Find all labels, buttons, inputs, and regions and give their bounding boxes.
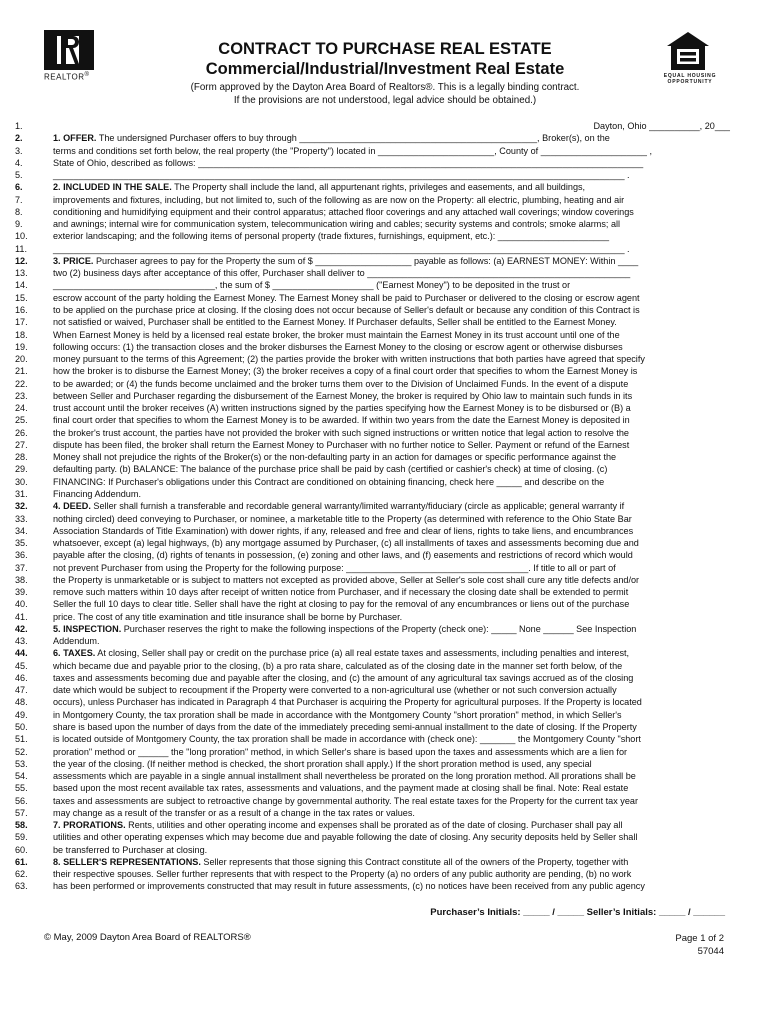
line-content: exterior landscaping; and the following items of personal property (trade fixtures, furnishings, equipment, etc.): ______________________ xyxy=(53,231,610,242)
line-number: 21. xyxy=(15,366,28,377)
line-number: 44. xyxy=(15,648,28,659)
line-content: State of Ohio, described as follows: ________________________________________________________________________________________ xyxy=(53,157,644,168)
contract-line xyxy=(15,856,730,868)
line-content: how the broker is to disburse the Earnest Money; (3) the broker receives a copy of a final court order that specifies to whom the Earnest Money is xyxy=(53,366,638,377)
line-text xyxy=(53,488,141,500)
line-number: 4. xyxy=(15,157,23,168)
contract-line xyxy=(15,329,730,341)
contract-line xyxy=(15,427,730,439)
line-text xyxy=(53,562,616,574)
contract-line xyxy=(15,279,730,291)
line-text xyxy=(53,880,645,892)
line-number: 12. xyxy=(15,255,28,266)
line-content: to be applied on the purchase price at closing. If the closing does not occur because of Seller's default or because any condition of this Contract is xyxy=(53,304,640,315)
contract-line xyxy=(15,500,730,512)
line-text xyxy=(53,709,622,721)
line-text xyxy=(53,132,610,144)
approval-note: (Form approved by the Dayton Area Board of Realtors®. This is a legally binding contract. xyxy=(190,82,580,93)
line-text xyxy=(53,218,620,230)
line-number: 37. xyxy=(15,562,28,573)
line-content: Purchaser reserves the right to make the following inspections of the Property (check one): _____ None ______ See Inspection xyxy=(121,623,637,634)
contract-line xyxy=(15,476,730,488)
line-number: 33. xyxy=(15,513,28,524)
line-content: based upon the most recent available tax rates, assessments and valuations, and the payment made at closing shall be final. Note: Real estate xyxy=(53,783,629,794)
line-content: taxes and assessments becoming due and payable after the closing, and (c) the amount of any agricultural tax savings accrued as of the closing xyxy=(53,672,634,683)
line-number: 47. xyxy=(15,685,28,696)
line-text xyxy=(53,267,630,279)
line-number: 27. xyxy=(15,439,28,450)
line-number: 56. xyxy=(15,795,28,806)
line-content: which became due and payable prior to the closing, (b) a pro rata share, calculated as of the closing date in the manner set forth below, of the xyxy=(53,660,623,671)
section-heading: 6. TAXES. xyxy=(53,648,96,659)
line-content: be transferred to Purchaser at closing. xyxy=(53,844,208,855)
line-text xyxy=(53,770,636,782)
line-content: their respective spouses. Seller further represents that with respect to the Property (a) no orders of any public authority are pending, (b) no work xyxy=(53,869,632,880)
contract-line xyxy=(15,574,730,586)
line-content: _________________________________________________________________________________________________________________ . xyxy=(53,243,630,254)
line-number: 59. xyxy=(15,832,28,843)
section-heading: 1. OFFER. xyxy=(53,133,97,144)
line-text xyxy=(53,279,570,291)
line-text xyxy=(53,451,616,463)
contract-line xyxy=(15,733,730,745)
line-text xyxy=(53,831,637,843)
line-number: 9. xyxy=(15,219,23,230)
contract-line xyxy=(15,721,730,733)
page-number: Page 1 of 2 xyxy=(675,933,724,944)
line-number: 54. xyxy=(15,771,28,782)
line-number: 11. xyxy=(15,243,27,254)
line-content: dispute has been filed, the broker shall return the Earnest Money to Purchaser with no further notice to Seller. Payment or refund of the Earnest xyxy=(53,439,630,450)
line-number: 61. xyxy=(15,856,28,867)
line-number: 5. xyxy=(15,170,23,181)
line-number: 35. xyxy=(15,538,28,549)
line-text xyxy=(53,598,629,610)
line-number: 53. xyxy=(15,758,28,769)
line-content: terms and conditions set forth below, the real property (the "Property") located in _______________________, County of _____________________ , xyxy=(53,145,652,156)
line-content: Money shall not prejudice the rights of the Broker(s) or the non-defaulting party in an action for damages or specific performance against the xyxy=(53,452,617,463)
contract-line xyxy=(15,562,730,574)
contract-line xyxy=(15,819,730,831)
line-number: 55. xyxy=(15,783,28,794)
line-text xyxy=(53,476,604,488)
line-content: and awnings; internal wire for communication system, telecommunication wiring and cables; security systems and controls; smoke alarms; all xyxy=(53,219,621,230)
line-content: conditioning and humidifying equipment and their control apparatus; attached floor coverings and any attached wall coverings; window coverings xyxy=(53,206,634,217)
line-content: final court order that specifies to whom the Earnest Money is to be awarded. If within two years from the date the Earnest Money is deposited in xyxy=(53,415,630,426)
contract-line xyxy=(15,292,730,304)
contract-line xyxy=(15,181,730,193)
line-number: 18. xyxy=(15,329,28,340)
contract-line xyxy=(15,451,730,463)
line-text xyxy=(53,856,628,868)
contract-line xyxy=(15,660,730,672)
line-text xyxy=(53,255,638,267)
contract-line xyxy=(15,684,730,696)
line-number: 46. xyxy=(15,672,28,683)
line-number: 58. xyxy=(15,820,28,831)
line-number: 26. xyxy=(15,427,28,438)
line-content: has been performed or improvements constructed that may result in future assessments, (c) no notices have been received from any public agency xyxy=(53,881,645,892)
line-number: 45. xyxy=(15,660,28,671)
line-content: whatsoever, except (a) legal highways, (b) any mortgage assumed by Purchaser, (c) all installments of taxes and assessments becoming due and xyxy=(53,538,639,549)
line-content: defaulting party. (b) BALANCE: The balance of the purchase price shall be paid by cash (certified or cashier's check) at time of closing. (c) xyxy=(53,464,608,475)
line-content: payable after the closing, (d) rights of tenants in possession, (e) zoning and other laws, and (f) easements and restrictions of record which would xyxy=(53,550,633,561)
line-content: remove such matters within 10 days after receipt of written notice from Purchaser, and if necessary the closing date shall be extended to permit xyxy=(53,587,629,598)
line-number: 1. xyxy=(15,121,23,131)
line-content: _________________________________________________________________________________________________________________ . xyxy=(53,170,630,181)
section-heading: 2. INCLUDED IN THE SALE. xyxy=(53,182,172,193)
line-text xyxy=(53,684,617,696)
contract-line xyxy=(15,194,730,206)
line-number: 40. xyxy=(15,599,28,610)
line-number: 62. xyxy=(15,869,28,880)
line-text xyxy=(53,647,629,659)
legal-advice-note: If the provisions are not understood, legal advice should be obtained.) xyxy=(233,95,537,106)
contract-line xyxy=(15,635,730,647)
line-content: to be awarded; or (4) the funds become unclaimed and the broker turns them over to the Division of Unclaimed Funds. In the event of a dispute xyxy=(53,378,629,389)
line-text xyxy=(53,304,640,316)
line-content: FINANCING: If Purchaser's obligations under this Contract are conditioned on obtaining financing, check here _____ and describe on the xyxy=(53,476,605,487)
line-number: 63. xyxy=(15,881,28,892)
line-text xyxy=(53,844,207,856)
line-number: 8. xyxy=(15,206,23,217)
line-text xyxy=(53,365,637,377)
line-number: 49. xyxy=(15,709,28,720)
line-number: 50. xyxy=(15,722,28,733)
line-number: 22. xyxy=(15,378,28,389)
line-content: utilities and other operating expenses which may become due and payable following the date of closing. Any security deposits held by Seller shall xyxy=(53,832,638,843)
line-text xyxy=(53,513,632,525)
line-number: 52. xyxy=(15,746,28,757)
contract-line xyxy=(15,304,730,316)
line-text xyxy=(53,500,624,512)
line-text xyxy=(53,819,623,831)
line-text xyxy=(53,341,623,353)
contract-line xyxy=(15,255,730,267)
line-text xyxy=(53,145,652,157)
line-text xyxy=(53,243,630,255)
line-number: 13. xyxy=(15,268,28,279)
line-content: Seller shall furnish a transferable and recordable general warranty/limited warranty/fiduciary (circle as applicable; general warranty if xyxy=(90,501,625,512)
line-content: occurs), unless Purchaser has indicated in Paragraph 4 that Purchaser is acquiring the Property for agricultural purposes. If the Property is located xyxy=(53,697,642,708)
copyright: © May, 2009 Dayton Area Board of REALTORS® xyxy=(44,932,251,943)
line-content: following occurs: (1) the transaction closes and the broker disburses the Earnest Money to the closing or escrow agent or otherwise disburses xyxy=(53,341,623,352)
contract-line xyxy=(15,230,730,242)
equal-housing-label: EQUAL HOUSING OPPORTUNITY xyxy=(663,73,717,85)
line-text xyxy=(53,549,633,561)
line-number: 42. xyxy=(15,623,28,634)
line-text xyxy=(53,194,624,206)
contract-line xyxy=(15,267,730,279)
line-text xyxy=(53,721,637,733)
line-content: Purchaser agrees to pay for the Property the sum of $ ___________________ payable as follows: (a) EARNEST MONEY: Within ____ xyxy=(93,255,639,266)
contract-line xyxy=(15,623,730,635)
line-content: Financing Addendum. xyxy=(53,488,141,499)
contract-line xyxy=(15,672,730,684)
contract-line xyxy=(15,586,730,598)
initials-line[interactable]: Purchaser’s Initials: _____ / _____ Seller’s Initials: _____ / ______ xyxy=(430,907,725,918)
contract-line xyxy=(15,402,730,414)
contract-line xyxy=(15,390,730,402)
contract-line xyxy=(15,795,730,807)
contract-line xyxy=(15,831,730,843)
line-text xyxy=(53,157,643,169)
contract-line xyxy=(15,218,730,230)
line-content: the broker's trust account, the parties have not provided the broker with such signed instructions or written notice that legal action to resolve the xyxy=(53,427,629,438)
line-text xyxy=(53,537,639,549)
line-number: 19. xyxy=(15,341,28,352)
line-content: may change as a result of the transfer or as a result of a change in the tax rates or values. xyxy=(53,807,415,818)
contract-line xyxy=(15,868,730,880)
line-content: improvements and fixtures, including, but not limited to, such of the following as are now on the Property: all electric, plumbing, heating and air xyxy=(53,194,625,205)
contract-line xyxy=(15,770,730,782)
line-content: Rents, utilities and other operating income and expenses shall be prorated as of the date of closing. Purchaser shall pay all xyxy=(125,820,623,831)
line-content: between Seller and Purchaser regarding the disbursement of the Earnest Money, the broker is required by Ohio law to maintain such funds in its xyxy=(53,390,633,401)
line-text xyxy=(53,868,631,880)
document-subtitle: Commercial/Industrial/Investment Real Estate xyxy=(205,60,565,78)
line-content: Addendum. xyxy=(53,636,100,647)
contract-line xyxy=(15,709,730,721)
section-heading: 7. PRORATIONS. xyxy=(53,820,126,831)
line-number: 30. xyxy=(15,476,28,487)
line-text xyxy=(53,807,415,819)
line-content: nothing circled) deed conveying to Purchaser, or nominee, a marketable title to the Property (as determined with reference to the Ohio State Bar xyxy=(53,513,632,524)
contract-line xyxy=(15,525,730,537)
contract-body xyxy=(15,120,730,893)
section-heading: 3. PRICE. xyxy=(53,255,94,266)
line-number: 29. xyxy=(15,464,28,475)
contract-line xyxy=(15,353,730,365)
contract-line xyxy=(15,880,730,892)
contract-line xyxy=(15,132,730,144)
line-number: 43. xyxy=(15,636,28,647)
section-heading: 5. INSPECTION. xyxy=(53,623,122,634)
document-title: CONTRACT TO PURCHASE REAL ESTATE xyxy=(218,40,552,58)
contract-line xyxy=(15,647,730,659)
contract-line xyxy=(15,316,730,328)
line-text xyxy=(53,672,633,684)
line-content: Association Standards of Title Examination) with dower rights, if any, released and free and clear of liens, rights to take liens, and encumbrances xyxy=(53,525,634,536)
contract-line xyxy=(15,549,730,561)
line-number: 16. xyxy=(15,304,28,315)
line-content: Seller represents that those signing this Contract constitute all of the owners of the Property, together with xyxy=(200,856,629,867)
line-content: the year of the closing. (If neither method is checked, the short proration shall apply.) If the short proration method is used, any special xyxy=(53,758,592,769)
contract-line xyxy=(15,439,730,451)
line-number: 41. xyxy=(15,611,28,622)
line-content: When Earnest Money is held by a licensed real estate broker, the broker must maintain the Earnest Money in its trust account until one of the xyxy=(53,329,620,340)
line-content: not satisfied or waived, Purchaser shall be entitled to the Earnest Money. If Purchaser defaults, Seller shall be entitled to the Earnest Money. xyxy=(53,317,617,328)
line-text xyxy=(53,329,620,341)
line-number: 28. xyxy=(15,452,28,463)
line-number: 36. xyxy=(15,550,28,561)
contract-line xyxy=(15,378,730,390)
contract-line xyxy=(15,844,730,856)
line-text xyxy=(53,169,630,181)
line-number: 24. xyxy=(15,403,28,414)
contract-line xyxy=(15,598,730,610)
line-content: Seller the full 10 days to clear title. Seller shall have the right at closing to pay for the removal of any encumbrances or liens out of the purchase xyxy=(53,599,630,610)
line-number: 38. xyxy=(15,574,28,585)
line-text xyxy=(53,439,629,451)
line-content: ________________________________, the sum of $ ____________________ ("Earnest Money") to be deposited in the trust or xyxy=(53,280,571,291)
contract-line xyxy=(15,758,730,770)
contract-line xyxy=(15,463,730,475)
contract-line xyxy=(15,243,730,255)
line-content: trust account until the broker receives (A) written instructions signed by the parties specifying how the Earnest Money is to be disbursed or (B) a xyxy=(53,403,631,414)
line-number: 7. xyxy=(15,194,23,205)
line-number: 17. xyxy=(15,317,28,328)
line-text xyxy=(53,574,639,586)
contract-line xyxy=(15,206,730,218)
line-content: share is based upon the number of days from the date of the immediately preceding semi-annual installment to the date of closing. If the Property xyxy=(53,722,637,733)
line-content: The Property shall include the land, all appurtenant rights, privileges and easements, and all buildings, xyxy=(171,182,586,193)
line-content: not prevent Purchaser from using the Property for the following purpose: ____________________________________. If title to all or part of xyxy=(53,562,616,573)
line-text xyxy=(53,696,642,708)
contract-line xyxy=(15,488,730,500)
line-text xyxy=(53,758,592,770)
line-text xyxy=(53,733,641,745)
line-text xyxy=(53,746,627,758)
contract-line xyxy=(15,341,730,353)
line-content: money pursuant to the terms of this Agreement; (2) the parties provide the broker with written instructions that both parties have agreed that specify xyxy=(53,354,645,365)
line-number: 10. xyxy=(15,231,28,242)
line-text xyxy=(53,586,628,598)
line-number: 31. xyxy=(15,488,28,499)
line-number: 6. xyxy=(15,182,23,193)
contract-line xyxy=(15,513,730,525)
contract-line xyxy=(15,537,730,549)
line-number: 51. xyxy=(15,734,28,745)
line-text xyxy=(53,181,585,193)
contract-line xyxy=(15,746,730,758)
line-number: 2. xyxy=(15,133,23,144)
line-text xyxy=(53,292,640,304)
line-text xyxy=(53,390,632,402)
contract-line xyxy=(15,807,730,819)
line-text xyxy=(53,402,631,414)
line-text xyxy=(53,782,628,794)
line-content: in Montgomery County, the tax proration shall be made in accordance with the Montgomery County "short proration" method, in which Seller's xyxy=(53,709,622,720)
line-number: 25. xyxy=(15,415,28,426)
line-text xyxy=(53,611,402,623)
line-content: At closing, Seller shall pay or credit on the purchase price (a) all real estate taxes and assessments, including penalties and interest, xyxy=(95,648,630,659)
contract-line xyxy=(15,120,730,132)
contract-line xyxy=(15,611,730,623)
line-content: The undersigned Purchaser offers to buy through _______________________________________________, Broker(s), on the xyxy=(96,133,610,144)
line-number: 34. xyxy=(15,525,28,536)
form-number: 57044 xyxy=(697,946,724,957)
line-number: 57. xyxy=(15,807,28,818)
line-content: date which would be subject to recoupment if the Property were converted to a non-agricultural use (whether or not such conversion actually xyxy=(53,685,617,696)
line-content: escrow account of the party holding the Earnest Money. The Earnest Money shall be paid to Purchaser or delivered to the closing or escrow agent xyxy=(53,292,640,303)
date-field[interactable]: Dayton, Ohio __________, 20___ xyxy=(593,121,730,131)
line-text xyxy=(53,206,634,218)
contract-line xyxy=(15,157,730,169)
line-number: 32. xyxy=(15,501,28,512)
line-text xyxy=(53,414,630,426)
contract-line xyxy=(15,365,730,377)
line-text xyxy=(53,230,609,242)
line-text xyxy=(53,623,636,635)
page-info xyxy=(675,932,724,958)
line-number: 15. xyxy=(15,292,28,303)
contract-line xyxy=(15,169,730,181)
line-content: assessments which are payable in a single annual installment shall nevertheless be prorated on the long proration method. All prorations shall be xyxy=(53,771,636,782)
line-text xyxy=(53,463,607,475)
line-content: two (2) business days after acceptance of this offer, Purchaser shall deliver to ____________________________________________________ xyxy=(53,268,631,279)
line-number: 20. xyxy=(15,354,28,365)
line-content: proration" method or ______ the "long proration" method, in which Seller's share is based upon the taxes and assessments which are a lien for xyxy=(53,746,628,757)
line-text xyxy=(53,316,617,328)
line-text xyxy=(53,525,633,537)
line-number: 14. xyxy=(15,280,28,291)
line-text xyxy=(53,795,638,807)
line-content: taxes and assessments are subject to retroactive change by governmental authority. The real estate taxes for the Property for the current tax year xyxy=(53,795,638,806)
line-text xyxy=(53,660,622,672)
contract-line xyxy=(15,145,730,157)
line-text xyxy=(53,378,628,390)
line-number: 60. xyxy=(15,844,28,855)
line-number: 48. xyxy=(15,697,28,708)
section-heading: 8. SELLER'S REPRESENTATIONS. xyxy=(53,856,201,867)
line-number: 23. xyxy=(15,390,28,401)
contract-line xyxy=(15,782,730,794)
contract-line xyxy=(15,414,730,426)
line-content: is located outside of Montgomery County, the tax proration shall be made in accordance with (check one): _______ the Montgomery County "short xyxy=(53,734,641,745)
realtor-label: REALTOR® xyxy=(44,72,90,82)
line-content: the Property is unmarketable or is subject to matters not excepted as provided above, Seller at Seller's sole cost shall cure any title defects and/or xyxy=(53,574,640,585)
contract-line xyxy=(15,696,730,708)
line-text xyxy=(53,635,100,647)
line-text xyxy=(53,427,629,439)
line-number: 3. xyxy=(15,145,23,156)
line-number: 39. xyxy=(15,587,28,598)
line-content: price. The cost of any title examination and title insurance shall be borne by Purchaser. xyxy=(53,611,403,622)
section-heading: 4. DEED. xyxy=(53,501,91,512)
line-text xyxy=(53,353,645,365)
